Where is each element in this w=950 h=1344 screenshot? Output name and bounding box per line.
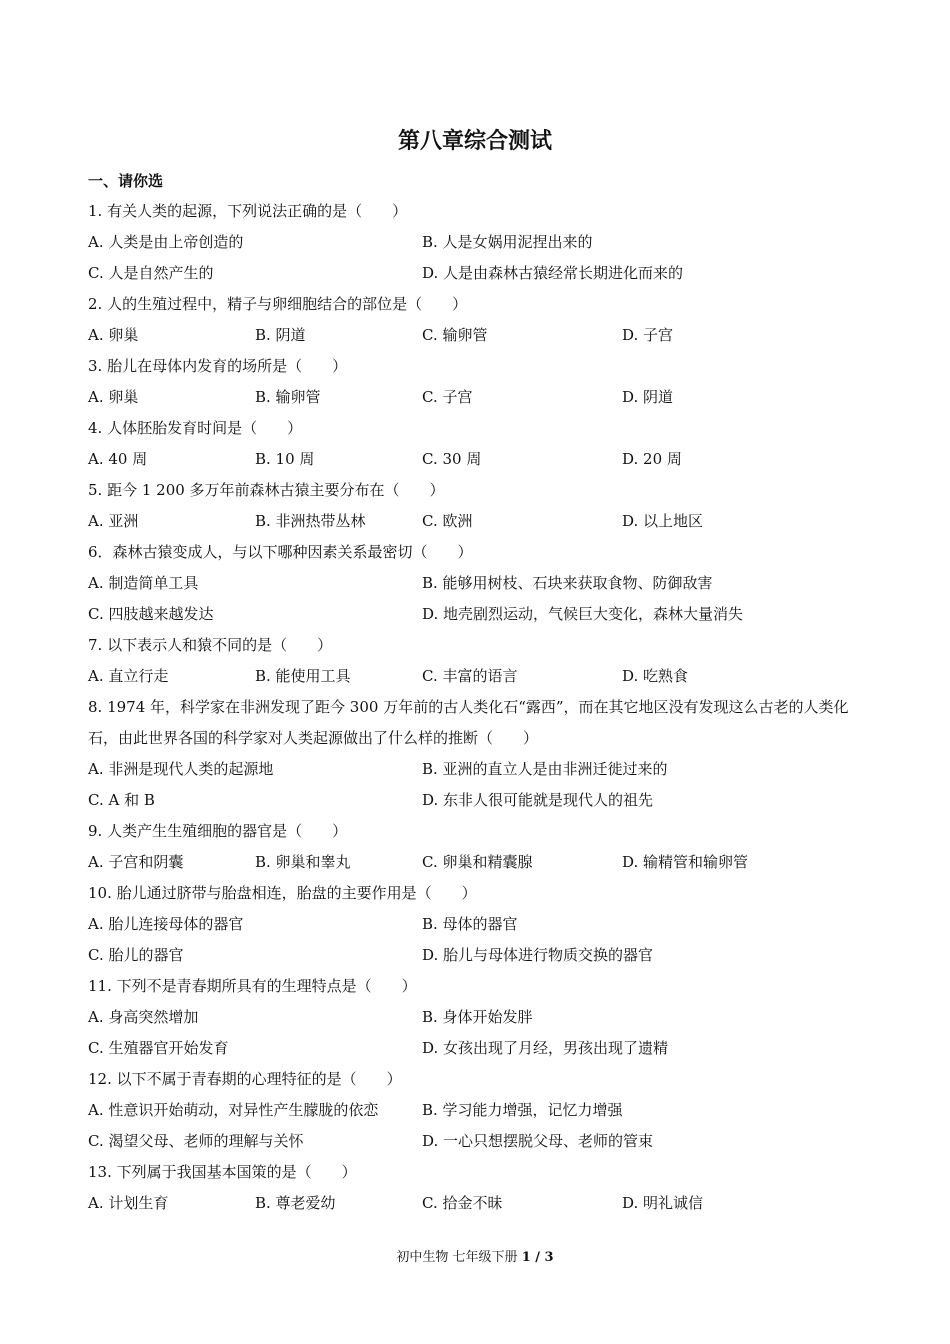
answer-option: D. 阴道 bbox=[622, 388, 674, 406]
answer-option: D. 明礼诚信 bbox=[622, 1194, 704, 1212]
answer-option: B. 能够用树枝、石块来获取食物、防御敌害 bbox=[422, 574, 713, 592]
answer-options bbox=[88, 1002, 878, 1064]
answer-options bbox=[88, 444, 878, 475]
answer-option: A. 卵巢 bbox=[88, 326, 139, 344]
answer-option: C. A 和 B bbox=[88, 791, 155, 809]
answer-option: B. 卵巢和睾丸 bbox=[255, 853, 351, 871]
answer-option: A. 人类是由上帝创造的 bbox=[88, 233, 244, 251]
answer-option: D. 以上地区 bbox=[622, 512, 704, 530]
answer-option: B. 亚洲的直立人是由非洲迁徙过来的 bbox=[422, 760, 668, 778]
question-stem: 9. 人类产生生殖细胞的器官是（ ） bbox=[88, 822, 348, 840]
answer-option: A. 计划生育 bbox=[88, 1194, 169, 1212]
answer-option: B. 输卵管 bbox=[255, 388, 321, 406]
answer-option: A. 制造简单工具 bbox=[88, 574, 199, 592]
question-stem: 5. 距今 1 200 多万年前森林古猿主要分布在（ ） bbox=[88, 481, 445, 499]
question-stem: 12. 以下不属于青春期的心理特征的是（ ） bbox=[88, 1070, 402, 1088]
question-item bbox=[88, 878, 878, 971]
answer-option: B. 人是女娲用泥捏出来的 bbox=[422, 233, 593, 251]
answer-option: D. 胎儿与母体进行物质交换的器官 bbox=[422, 946, 654, 964]
answer-option: B. 阴道 bbox=[255, 326, 306, 344]
answer-option: B. 10 周 bbox=[255, 450, 315, 468]
answer-option: D. 吃熟食 bbox=[622, 667, 689, 685]
answer-option: A. 直立行走 bbox=[88, 667, 169, 685]
page-number: 1 / 3 bbox=[521, 1250, 554, 1265]
answer-option: D. 女孩出现了月经，男孩出现了遗精 bbox=[422, 1039, 669, 1057]
answer-options bbox=[88, 847, 878, 878]
answer-option: C. 胎儿的器官 bbox=[88, 946, 184, 964]
question-stem: 13. 下列属于我国基本国策的是（ ） bbox=[88, 1163, 357, 1181]
answer-option: B. 尊老爱幼 bbox=[255, 1194, 336, 1212]
answer-option: C. 欧洲 bbox=[422, 512, 473, 530]
question-item bbox=[88, 971, 878, 1064]
answer-option: C. 人是自然产生的 bbox=[88, 264, 214, 282]
answer-options bbox=[88, 227, 878, 289]
page-title: 第八章综合测试 bbox=[397, 129, 552, 154]
question-stem: 1. 有关人类的起源，下列说法正确的是（ ） bbox=[88, 202, 408, 220]
answer-options bbox=[88, 909, 878, 971]
answer-options bbox=[88, 568, 878, 630]
question-stem: 2. 人的生殖过程中，精子与卵细胞结合的部位是（ ） bbox=[88, 295, 468, 313]
question-item bbox=[88, 630, 878, 692]
answer-option: A. 卵巢 bbox=[88, 388, 139, 406]
question-item bbox=[88, 692, 878, 816]
question-item bbox=[88, 475, 878, 537]
question-item bbox=[88, 816, 878, 878]
answer-option: C. 四肢越来越发达 bbox=[88, 605, 214, 623]
question-item bbox=[88, 351, 878, 413]
answer-options bbox=[88, 661, 878, 692]
answer-option: A. 亚洲 bbox=[88, 512, 139, 530]
question-stem: 8. 1974 年，科学家在非洲发现了距今 300 万年前的古人类化石“露西”，而在其它地区没有发现这么古老的人类化石，由此世界各国的科学家对人类起源做出了什么样的推断（ ） bbox=[88, 698, 849, 747]
answer-options bbox=[88, 506, 878, 537]
answer-option: C. 渴望父母、老师的理解与关怀 bbox=[88, 1132, 304, 1150]
answer-option: C. 生殖器官开始发育 bbox=[88, 1039, 229, 1057]
answer-option: B. 身体开始发胖 bbox=[422, 1008, 533, 1026]
question-item bbox=[88, 289, 878, 351]
answer-option: A. 胎儿连接母体的器官 bbox=[88, 915, 244, 933]
footer-label: 初中生物 七年级下册 bbox=[396, 1250, 518, 1265]
answer-option: B. 非洲热带丛林 bbox=[255, 512, 366, 530]
answer-option: D. 20 周 bbox=[622, 450, 682, 468]
answer-option: C. 30 周 bbox=[422, 450, 482, 468]
question-item bbox=[88, 1064, 878, 1157]
answer-option: A. 性意识开始萌动，对异性产生朦胧的依恋 bbox=[88, 1101, 379, 1119]
answer-option: D. 人是由森林古猿经常长期进化而来的 bbox=[422, 264, 684, 282]
answer-option: C. 子宫 bbox=[422, 388, 473, 406]
answer-option: C. 卵巢和精囊腺 bbox=[422, 853, 533, 871]
answer-option: D. 地壳剧烈运动，气候巨大变化，森林大量消失 bbox=[422, 605, 744, 623]
question-item bbox=[88, 196, 878, 289]
answer-option: C. 输卵管 bbox=[422, 326, 488, 344]
page-footer bbox=[0, 1246, 950, 1265]
question-list bbox=[88, 196, 878, 1219]
answer-options bbox=[88, 382, 878, 413]
answer-option: A. 身高突然增加 bbox=[88, 1008, 199, 1026]
question-stem: 11. 下列不是青春期所具有的生理特点是（ ） bbox=[88, 977, 417, 995]
answer-option: D. 一心只想摆脱父母、老师的管束 bbox=[422, 1132, 654, 1150]
answer-option: A. 40 周 bbox=[88, 450, 148, 468]
question-stem: 7. 以下表示人和猿不同的是（ ） bbox=[88, 636, 333, 654]
answer-options bbox=[88, 1188, 878, 1219]
question-stem: 6．森林古猿变成人，与以下哪种因素关系最密切（ ） bbox=[88, 543, 473, 561]
question-stem: 10. 胎儿通过脐带与胎盘相连，胎盘的主要作用是（ ） bbox=[88, 884, 477, 902]
question-item bbox=[88, 413, 878, 475]
question-item bbox=[88, 537, 878, 630]
answer-option: A. 子宫和阴囊 bbox=[88, 853, 184, 871]
answer-option: B. 学习能力增强，记忆力增强 bbox=[422, 1101, 623, 1119]
answer-option: D. 东非人很可能就是现代人的祖先 bbox=[422, 791, 654, 809]
answer-option: C. 拾金不昧 bbox=[422, 1194, 503, 1212]
answer-options bbox=[88, 320, 878, 351]
question-stem: 3. 胎儿在母体内发育的场所是（ ） bbox=[88, 357, 348, 375]
question-item bbox=[88, 1157, 878, 1219]
answer-options bbox=[88, 1095, 878, 1157]
section-heading: 一、请你选 bbox=[88, 172, 164, 190]
answer-option: B. 能使用工具 bbox=[255, 667, 351, 685]
answer-options bbox=[88, 754, 878, 816]
answer-option: C. 丰富的语言 bbox=[422, 667, 518, 685]
question-stem: 4. 人体胚胎发育时间是（ ） bbox=[88, 419, 303, 437]
answer-option: D. 子宫 bbox=[622, 326, 674, 344]
answer-option: D. 输精管和输卵管 bbox=[622, 853, 749, 871]
answer-option: B. 母体的器官 bbox=[422, 915, 518, 933]
answer-option: A. 非洲是现代人类的起源地 bbox=[88, 760, 274, 778]
